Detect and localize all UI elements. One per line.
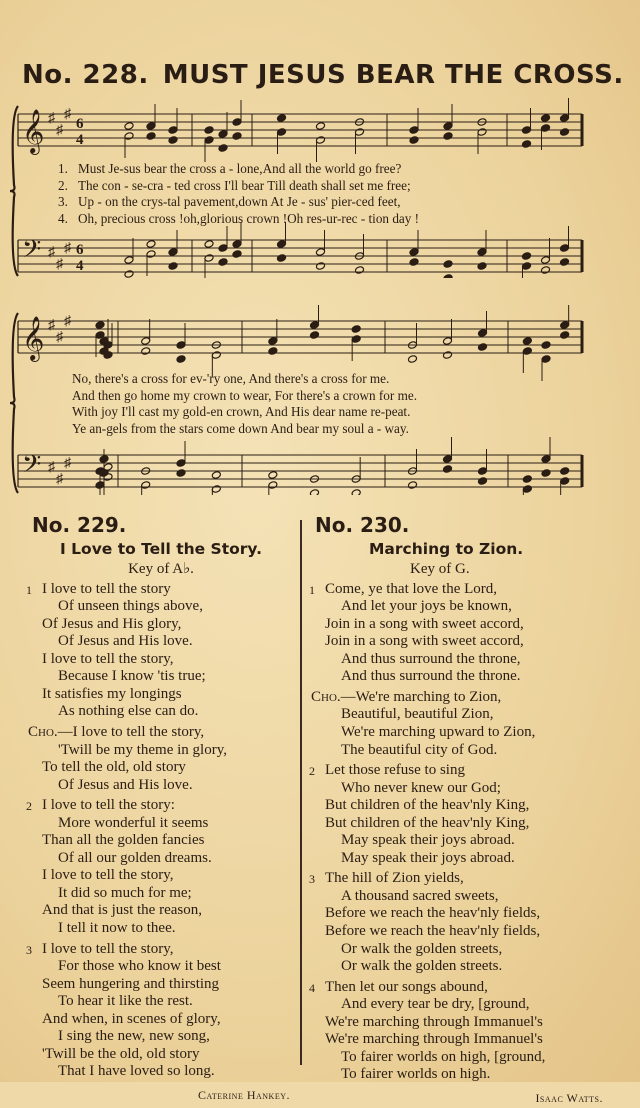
- stanza-line: But children of the heav'nly King,: [325, 797, 530, 814]
- stanza-line: [311, 689, 615, 707]
- note-head: [268, 481, 278, 490]
- lyric-line: [58, 161, 419, 178]
- hymn-229-author: Caterine Hankey.: [198, 1087, 290, 1102]
- stanza-line: I love to tell the story,: [42, 867, 174, 884]
- note-head: [316, 136, 326, 145]
- stanza-line: It did so much for me;: [58, 884, 192, 901]
- note-head: [522, 475, 532, 484]
- chorus-label: Cho.: [28, 724, 58, 741]
- lyric-line: Ye an-gels from the stars come down And bear my soul a - way.: [72, 420, 409, 436]
- note-head: [232, 132, 242, 141]
- stanza-line: 3 I love to tell the story,: [32, 941, 290, 959]
- stanza-line: Join in a song with sweet accord,: [325, 615, 524, 632]
- note-head: [409, 126, 419, 135]
- stanza-number: 4: [309, 980, 315, 995]
- note-head: [176, 355, 186, 364]
- stanza-number: 3: [309, 872, 315, 887]
- note-head: [443, 337, 453, 346]
- stanza-number: 2: [309, 764, 315, 779]
- note-head: [443, 260, 453, 269]
- stanza-line: To fairer worlds on high, [ground,: [341, 1048, 546, 1065]
- stanza-line: To tell the old, old story: [42, 759, 186, 776]
- sharp-icon: ♯: [48, 318, 55, 333]
- lyric-text: The con - se-cra - ted cross I'll bear Till death shall set me free;: [78, 177, 411, 193]
- lyric-line: No, there's a cross for ev-'ry one, And there's a cross for me.: [72, 371, 390, 386]
- stanza-line: Because I know 'tis true;: [58, 668, 206, 685]
- note-head: [141, 481, 151, 490]
- hymn-228-title-text: MUST JESUS BEAR THE CROSS.: [162, 60, 624, 90]
- note-head: [560, 321, 570, 330]
- stanza-line: I love to tell the story,: [42, 650, 174, 667]
- note-head: [176, 469, 186, 478]
- note-head: [522, 347, 532, 356]
- column-divider: [300, 520, 302, 1065]
- stanza-line: To fairer worlds on high.: [341, 1066, 491, 1083]
- time-signature: 6: [76, 116, 84, 132]
- note-head: [408, 481, 418, 490]
- treble-clef-icon: 𝄞: [22, 109, 45, 153]
- note-head: [409, 258, 419, 267]
- note-head: [99, 455, 109, 464]
- stanza-line: Of unseen things above,: [58, 598, 203, 615]
- note-head: [351, 325, 361, 334]
- hymn-228-lyrics-block-2: [72, 371, 417, 437]
- stanza-number: 1: [309, 582, 315, 597]
- stanza-line: 'Twill be my theme in glory,: [58, 741, 227, 758]
- stanza-line: 'Twill be the old, old story: [42, 1045, 200, 1062]
- stanza-line: Of Jesus and His love.: [58, 776, 193, 793]
- note-head: [124, 132, 134, 141]
- note-head: [176, 459, 186, 468]
- treble-clef-icon: 𝄞: [22, 316, 45, 360]
- stanza-line: [28, 724, 290, 742]
- note-head: [477, 248, 487, 257]
- note-head: [141, 337, 151, 346]
- note-head: [541, 469, 551, 478]
- note-head: [522, 252, 532, 261]
- lyric-line: [58, 211, 419, 228]
- stanza-line: Than all the golden fancies: [42, 832, 205, 849]
- stanza-line: And every tear be dry, [ground,: [341, 996, 530, 1013]
- verse-number: 3.: [58, 194, 68, 210]
- note-head: [541, 256, 551, 265]
- stanza-line: Beautiful, beautiful Zion,: [341, 706, 494, 723]
- sharp-icon: ♯: [56, 123, 63, 138]
- stanza-line: We're marching upward to Zion,: [341, 724, 536, 741]
- staff: [18, 98, 582, 162]
- stanza-line: We're marching through Immanuel's: [325, 1013, 543, 1030]
- note-head: [95, 321, 105, 330]
- brace: [10, 313, 18, 493]
- brace: [10, 106, 18, 276]
- stanza-line: Who never knew our God;: [341, 779, 501, 796]
- note-head: [310, 321, 320, 330]
- stanza-line: Before we reach the heav'nly fields,: [325, 905, 541, 922]
- lyric-line: With joy I'll cast my gold-en crown, And His dear name re-peat.: [72, 404, 411, 420]
- stanza-line: For those who know it best: [58, 958, 221, 975]
- note-head: [204, 126, 214, 135]
- stanza-line: May speak their joys abroad.: [341, 849, 515, 866]
- verse-number: 4.: [58, 210, 68, 226]
- stanza-line: Join in a song with sweet accord,: [325, 633, 524, 650]
- hymn-228-title: [22, 60, 622, 90]
- stanza-line: 1 Come, ye that love the Lord,: [315, 581, 615, 599]
- note-head: [541, 355, 551, 364]
- sharp-icon: ♯: [56, 257, 63, 272]
- note-head: [168, 126, 178, 135]
- note-head: [103, 463, 113, 472]
- stanza-line: Seem hungering and thirsting: [42, 975, 220, 992]
- note-head: [268, 471, 278, 480]
- staff: [18, 222, 582, 278]
- time-signature: 6: [76, 242, 84, 258]
- hymn-230-key: Key of G.: [410, 561, 470, 578]
- note-head: [146, 250, 156, 259]
- sharp-icon: ♯: [56, 330, 63, 345]
- stanza-number: 1: [26, 582, 32, 597]
- note-head: [168, 248, 178, 257]
- note-head: [355, 128, 365, 137]
- stanza-line: That I have loved so long.: [58, 1063, 215, 1080]
- note-head: [522, 485, 532, 494]
- hymn-230-stanzas: [309, 580, 615, 1084]
- time-signature: 4: [76, 132, 84, 148]
- stanza-line: Or walk the golden streets,: [341, 940, 503, 957]
- lyric-text: —We're marching to Zion,: [340, 688, 502, 705]
- sharp-icon: ♯: [64, 314, 71, 329]
- lyric-text: —I love to tell the story,: [57, 724, 205, 741]
- stanza-line: 1 I love to tell the story: [32, 581, 290, 599]
- hymn-229-column: [26, 513, 290, 1105]
- stanza-line: And thus surround the throne,: [341, 650, 521, 667]
- hymn-229-stanzas: [26, 580, 290, 1081]
- sharp-icon: ♯: [48, 111, 55, 126]
- verse-number: 2.: [58, 177, 68, 193]
- stanza-line: We're marching through Immanuel's: [325, 1031, 543, 1048]
- stanza-line: And let your joys be known,: [341, 598, 512, 615]
- sharp-icon: ♯: [64, 241, 71, 256]
- chorus-label: Cho.: [311, 688, 341, 705]
- hymn-228-lyrics-block-1: [58, 161, 419, 227]
- hymn-230-number: No. 230.: [315, 513, 410, 537]
- sharp-icon: ♯: [48, 460, 55, 475]
- stanza-line: 3 The hill of Zion yields,: [315, 870, 615, 888]
- note-head: [478, 329, 488, 338]
- sharp-icon: ♯: [56, 472, 63, 487]
- sharp-icon: ♯: [64, 456, 71, 471]
- note-head: [218, 130, 228, 139]
- note-head: [204, 136, 214, 145]
- stanza-line: More wonderful it seems: [58, 814, 209, 831]
- note-head: [443, 122, 453, 131]
- stanza-line: Of Jesus and His glory,: [42, 615, 182, 632]
- note-head: [176, 341, 186, 350]
- stanza-line: Of Jesus and His love.: [58, 633, 193, 650]
- note-head: [146, 122, 156, 131]
- time-signature: 4: [76, 258, 84, 274]
- note-head: [443, 465, 453, 474]
- note-head: [232, 240, 242, 249]
- note-head: [232, 250, 242, 259]
- note-head: [409, 248, 419, 257]
- stanza-line: I tell it now to thee.: [58, 920, 176, 937]
- note-head: [124, 256, 134, 265]
- note-head: [268, 337, 278, 346]
- note-head: [541, 124, 551, 133]
- note-head: [443, 351, 453, 360]
- stanza-line: Or walk the golden streets.: [341, 958, 503, 975]
- stanza-line: It satisfies my longings: [42, 685, 182, 702]
- note-head: [351, 335, 361, 344]
- note-head: [541, 114, 551, 123]
- note-head: [560, 477, 570, 486]
- hymn-229-title: I Love to Tell the Story.: [60, 539, 262, 558]
- staff: [18, 437, 582, 495]
- note-head: [211, 351, 221, 360]
- staff: [18, 305, 582, 381]
- note-head: [211, 471, 221, 480]
- stanza-line: Before we reach the heav'nly fields,: [325, 923, 541, 940]
- note-head: [541, 266, 551, 275]
- note-head: [443, 132, 453, 141]
- note-head: [478, 467, 488, 476]
- hymn-230-author: Isaac Watts.: [535, 1090, 603, 1105]
- note-head: [310, 331, 320, 340]
- stanza-line: Of all our golden dreams.: [58, 849, 212, 866]
- note-head: [218, 258, 228, 267]
- stanza-line: 2 Let those refuse to sing: [315, 762, 615, 780]
- note-head: [522, 140, 532, 149]
- note-head: [316, 262, 326, 271]
- note-head: [141, 347, 151, 356]
- note-head: [277, 128, 287, 137]
- note-head: [560, 128, 570, 137]
- lyric-text: Up - on the crys-tal pavement,down At Je - sus' pier-ced feet,: [78, 194, 401, 210]
- note-head: [204, 240, 214, 249]
- note-head: [477, 262, 487, 271]
- note-head: [310, 489, 320, 495]
- note-head: [408, 355, 418, 364]
- stanza-line: I sing the new, new song,: [58, 1028, 210, 1045]
- note-head: [560, 467, 570, 476]
- note-head: [218, 144, 228, 153]
- stanza-line: The beautiful city of God.: [341, 741, 498, 758]
- note-head: [124, 270, 134, 278]
- note-head: [522, 126, 532, 135]
- stanza-number: 2: [26, 799, 32, 814]
- note-head: [351, 489, 361, 495]
- verse-number: 1.: [58, 161, 68, 176]
- note-head: [124, 122, 134, 131]
- hymn-229-key: Key of A♭.: [128, 561, 194, 578]
- hymn-229-number: No. 229.: [32, 513, 127, 537]
- hymn-228-number: No. 228.: [22, 60, 149, 90]
- stanza-line: 2 I love to tell the story:: [32, 797, 290, 815]
- bass-clef-icon: 𝄢: [22, 235, 42, 270]
- note-head: [277, 240, 287, 249]
- sharp-icon: ♯: [48, 245, 55, 260]
- stanza-line: And when, in scenes of glory,: [42, 1010, 221, 1027]
- note-head: [409, 136, 419, 145]
- lyric-line: [58, 178, 419, 195]
- note-head: [541, 455, 551, 464]
- stanza-line: To hear it like the rest.: [58, 993, 193, 1010]
- note-head: [277, 114, 287, 123]
- note-head: [522, 337, 532, 346]
- note-head: [204, 254, 214, 263]
- note-head: [168, 262, 178, 271]
- note-head: [218, 244, 228, 253]
- note-head: [477, 128, 487, 137]
- hymn-230-column: [309, 513, 615, 1108]
- lyric-text: Oh, precious cross !oh,glorious crown !Oh res-ur-rec - tion day !: [78, 210, 420, 226]
- stanza-line: And thus surround the throne.: [341, 668, 521, 685]
- note-head: [168, 136, 178, 145]
- note-head: [560, 331, 570, 340]
- note-head: [560, 244, 570, 253]
- note-head: [316, 248, 326, 257]
- note-head: [355, 266, 365, 275]
- stanza-line: As nothing else can do.: [58, 703, 199, 720]
- lyric-text: Must Je-sus bear the cross a - lone,And all the world go free?: [78, 161, 402, 176]
- note-head: [316, 122, 326, 131]
- note-head: [211, 485, 221, 494]
- note-head: [232, 118, 242, 127]
- sharp-icon: ♯: [64, 107, 71, 122]
- note-head: [443, 274, 453, 278]
- bass-clef-icon: 𝄢: [22, 450, 42, 485]
- lyric-line: [58, 194, 419, 211]
- note-head: [560, 258, 570, 267]
- stanza-number: 3: [26, 942, 32, 957]
- note-head: [478, 477, 488, 486]
- stanza-line: May speak their joys abroad.: [341, 832, 515, 849]
- note-head: [146, 132, 156, 141]
- stanza-line: A thousand sacred sweets,: [341, 887, 499, 904]
- note-head: [478, 343, 488, 352]
- hymn-230-title: Marching to Zion.: [369, 539, 524, 558]
- lyric-line: And then go home my crown to wear, For there's a crown for me.: [72, 387, 417, 403]
- stanza-line: But children of the heav'nly King,: [325, 814, 530, 831]
- note-head: [277, 254, 287, 263]
- note-head: [268, 347, 278, 356]
- stanza-line: 4 Then let our songs abound,: [315, 979, 615, 997]
- note-head: [560, 114, 570, 123]
- note-head: [541, 341, 551, 350]
- note-head: [522, 262, 532, 271]
- note-head: [146, 240, 156, 249]
- note-head: [443, 455, 453, 464]
- stanza-line: And that is just the reason,: [42, 902, 202, 919]
